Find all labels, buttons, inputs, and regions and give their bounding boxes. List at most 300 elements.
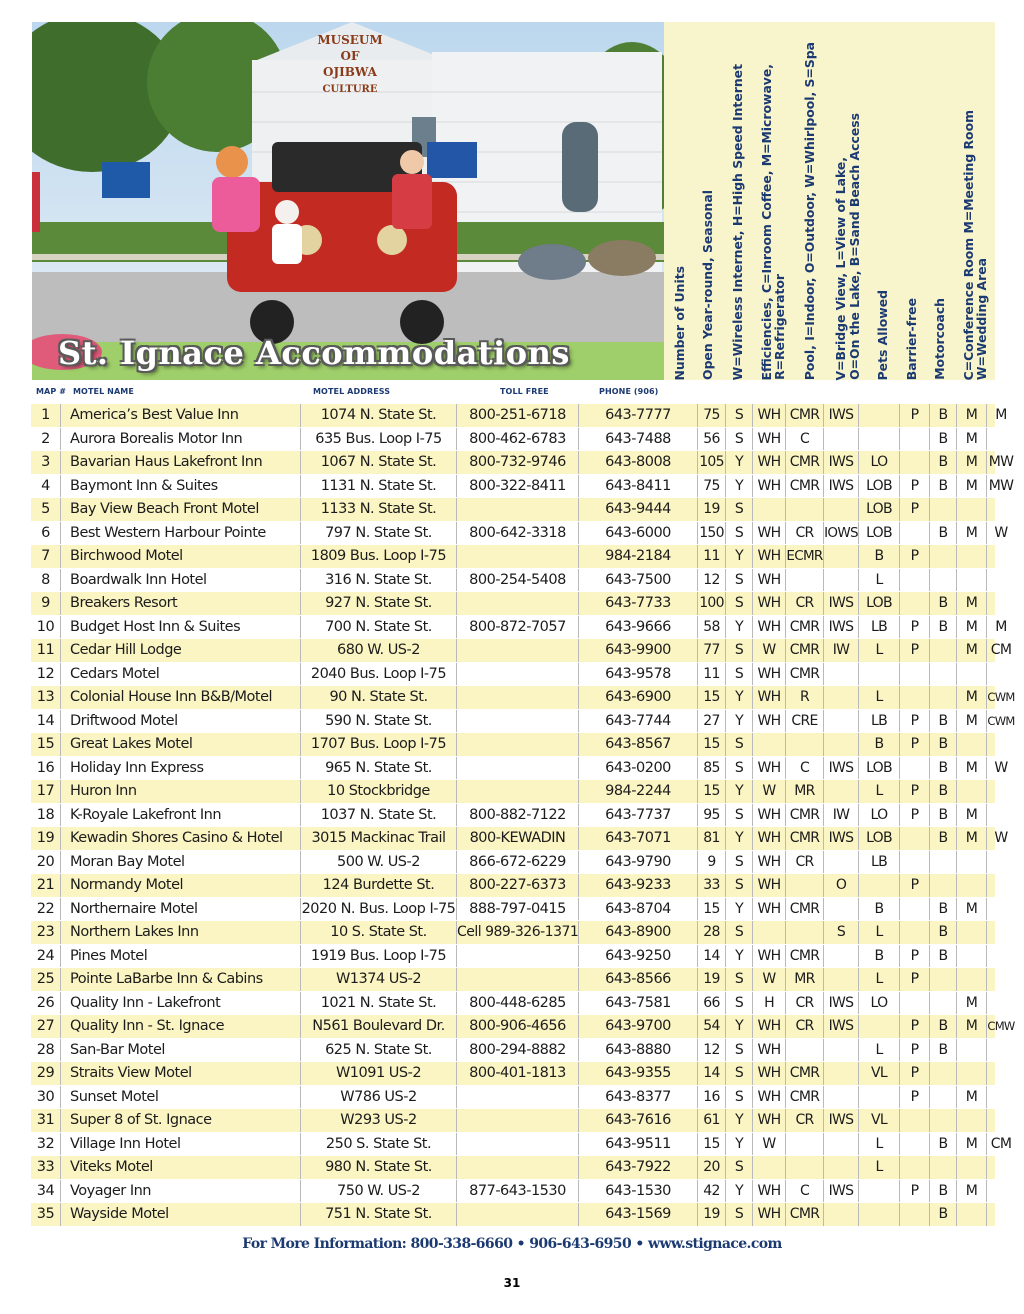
cell-view: L	[858, 569, 899, 592]
table-row	[31, 686, 1015, 710]
cell-motorcoach: M	[956, 1133, 986, 1156]
cell-motorcoach: M	[956, 522, 986, 545]
cell-map-number: 21	[36, 877, 55, 893]
cell-toll-free: 800-732-9746	[456, 451, 578, 474]
cell-barrier-free: B	[929, 1039, 956, 1062]
svg-text:OJIBWA: OJIBWA	[323, 65, 377, 79]
cell-room-amenities: CMR	[785, 639, 823, 662]
table-row	[31, 592, 995, 616]
cell-season: Y	[725, 1180, 752, 1203]
table-row	[31, 1203, 995, 1227]
cell-motel-address: 590 N. State St.	[300, 710, 456, 733]
cell-motorcoach	[956, 921, 986, 944]
cell-phone: 643-9444	[578, 498, 697, 521]
cell-phone: 984-2244	[578, 780, 697, 803]
cell-map-number: 1	[41, 407, 50, 423]
cell-phone: 643-7922	[578, 1156, 697, 1179]
cell-units: 20	[697, 1156, 725, 1179]
cell-map-number: 29	[36, 1065, 55, 1081]
cell-units: 77	[697, 639, 725, 662]
cell-motel-name: Moran Bay Motel	[60, 851, 300, 874]
cell-toll-free: 800-227-6373	[456, 874, 578, 897]
cell-pool	[823, 1086, 858, 1109]
cell-internet: WH	[752, 451, 785, 474]
cell-internet	[752, 733, 785, 756]
cell-pets: P	[899, 968, 929, 991]
cell-motel-name: Birchwood Motel	[60, 545, 300, 568]
cell-motel-address: W1091 US-2	[300, 1062, 456, 1085]
svg-text:OF: OF	[340, 49, 360, 63]
cell-motorcoach: M	[956, 992, 986, 1015]
cell-phone: 643-7071	[578, 827, 697, 850]
table-row	[31, 616, 1007, 640]
cell-meeting-rooms	[986, 780, 1015, 803]
cell-map-number: 8	[41, 571, 50, 588]
table-row	[31, 921, 995, 945]
cell-internet: WH	[752, 569, 785, 592]
cell-map-number: 7	[41, 548, 50, 564]
cell-room-amenities	[785, 1039, 823, 1062]
cell-toll-free: 866-672-6229	[456, 851, 578, 874]
cell-pets: P	[899, 874, 929, 897]
header-motorcoach: Motorcoach	[932, 298, 948, 380]
table-row	[31, 639, 1012, 663]
cell-phone: 643-8704	[578, 898, 697, 921]
cell-toll-free	[456, 780, 578, 803]
cell-map-number: 33	[36, 1159, 55, 1175]
cell-pets: P	[899, 498, 929, 521]
cell-internet: WH	[752, 592, 785, 615]
cell-phone: 643-7581	[578, 992, 697, 1015]
table-row	[31, 1086, 995, 1110]
cell-meeting-rooms	[986, 1109, 1015, 1132]
cell-units: 58	[697, 616, 725, 639]
cell-motel-name: Northern Lakes Inn	[60, 921, 300, 944]
header-map-number: MAP #	[36, 387, 67, 396]
cell-toll-free: 800-882-7122	[456, 804, 578, 827]
cell-pool	[823, 898, 858, 921]
cell-internet: WH	[752, 1109, 785, 1132]
cell-motel-address: 965 N. State St.	[300, 757, 456, 780]
cell-motel-address: 2040 Bus. Loop I-75	[300, 663, 456, 686]
cell-map-number: 9	[41, 595, 50, 611]
cell-pool	[823, 710, 858, 733]
cell-barrier-free: B	[929, 921, 956, 944]
cell-motorcoach: M	[956, 616, 986, 639]
cell-units: 56	[697, 428, 725, 451]
cell-phone: 643-7737	[578, 804, 697, 827]
cell-room-amenities: CMR	[785, 404, 823, 427]
cell-units: 105	[697, 451, 725, 474]
cell-season: Y	[725, 827, 752, 850]
cell-motel-name: Pines Motel	[60, 945, 300, 968]
cell-pets: P	[899, 404, 929, 427]
cell-season: Y	[725, 780, 752, 803]
cell-view	[858, 1086, 899, 1109]
cell-pets: P	[899, 710, 929, 733]
cell-units: 75	[697, 404, 725, 427]
cell-motel-name: Bay View Beach Front Motel	[60, 498, 300, 521]
cell-meeting-rooms	[986, 1086, 1015, 1109]
cell-motel-name: Boardwalk Inn Hotel	[60, 569, 300, 592]
cell-units: 85	[697, 757, 725, 780]
cell-pets: P	[899, 475, 929, 498]
cell-view: L	[858, 968, 899, 991]
cell-toll-free: 800-322-8411	[456, 475, 578, 498]
cell-map-number: 17	[36, 783, 55, 799]
cell-phone: 643-9578	[578, 663, 697, 686]
cell-motel-name: America’s Best Value Inn	[60, 404, 300, 427]
cell-motel-address: 250 S. State St.	[300, 1133, 456, 1156]
cell-view: LB	[858, 710, 899, 733]
cell-phone: 643-9233	[578, 874, 697, 897]
cell-view: LOB	[858, 592, 899, 615]
cell-meeting-rooms: CWM	[986, 686, 1015, 709]
cell-motel-name: Great Lakes Motel	[60, 733, 300, 756]
cell-meeting-rooms	[986, 1039, 1015, 1062]
cell-pool	[823, 1062, 858, 1085]
cell-map-number: 35	[36, 1206, 55, 1222]
cell-internet: W	[752, 639, 785, 662]
cell-pets	[899, 522, 929, 545]
cell-view	[858, 1203, 899, 1226]
cell-barrier-free	[929, 1156, 956, 1179]
cell-room-amenities: CMR	[785, 616, 823, 639]
cell-room-amenities: CR	[785, 1109, 823, 1132]
cell-season: S	[725, 1156, 752, 1179]
cell-pool	[823, 663, 858, 686]
cell-map-number: 10	[36, 618, 55, 635]
cell-motel-address: 500 W. US-2	[300, 851, 456, 874]
table-row	[31, 569, 995, 593]
cell-motel-address: 1919 Bus. Loop I-75	[300, 945, 456, 968]
cell-motel-name: Quality Inn - St. Ignace	[60, 1015, 300, 1038]
cell-season: S	[725, 498, 752, 521]
cell-season: S	[725, 428, 752, 451]
cell-barrier-free: B	[929, 1015, 956, 1038]
cell-view: B	[858, 945, 899, 968]
cell-pool	[823, 686, 858, 709]
cell-units: 19	[697, 968, 725, 991]
cell-season: S	[725, 733, 752, 756]
footer-contact-info: For More Information: 800-338-6660 • 906-643-6950 • www.stignace.com	[242, 1236, 782, 1252]
cell-view	[858, 663, 899, 686]
cell-pool: IWS	[823, 827, 858, 850]
cell-internet: WH	[752, 404, 785, 427]
cell-units: 42	[697, 1180, 725, 1203]
cell-units: 61	[697, 1109, 725, 1132]
cell-motorcoach	[956, 945, 986, 968]
cell-map-number: 26	[36, 994, 55, 1011]
cell-units: 15	[697, 686, 725, 709]
cell-motel-address: W786 US-2	[300, 1086, 456, 1109]
cell-barrier-free: B	[929, 710, 956, 733]
cell-toll-free	[456, 733, 578, 756]
cell-motel-address: 927 N. State St.	[300, 592, 456, 615]
cell-motel-name: Northernaire Motel	[60, 898, 300, 921]
cell-pool: IW	[823, 639, 858, 662]
cell-pets: P	[899, 945, 929, 968]
header-number-of-units: Number of Units	[672, 265, 688, 380]
cell-pool: S	[823, 921, 858, 944]
cell-motel-name: Best Western Harbour Pointe	[60, 522, 300, 545]
cell-toll-free: 877-643-1530	[456, 1180, 578, 1203]
cell-view	[858, 404, 899, 427]
cell-pets: P	[899, 545, 929, 568]
cell-internet: WH	[752, 522, 785, 545]
cell-internet: H	[752, 992, 785, 1015]
cell-motel-name: Super 8 of St. Ignace	[60, 1109, 300, 1132]
cell-map-number: 28	[36, 1041, 55, 1058]
cell-motel-name: Breakers Resort	[60, 592, 300, 615]
cell-pool: IWS	[823, 1109, 858, 1132]
cell-meeting-rooms: W	[986, 522, 1015, 545]
cell-phone: 643-8411	[578, 475, 697, 498]
cell-room-amenities: CMR	[785, 1062, 823, 1085]
table-row	[31, 780, 995, 804]
cell-motel-address: 750 W. US-2	[300, 1180, 456, 1203]
table-row	[31, 498, 995, 522]
cell-season: S	[725, 757, 752, 780]
cell-units: 75	[697, 475, 725, 498]
cell-map-number: 31	[36, 1112, 55, 1128]
cell-barrier-free	[929, 1062, 956, 1085]
cell-view: L	[858, 639, 899, 662]
cell-map-number: 16	[36, 759, 55, 776]
cell-toll-free	[456, 686, 578, 709]
cell-view: L	[858, 1039, 899, 1062]
cell-phone: 643-9355	[578, 1062, 697, 1085]
table-row	[31, 945, 995, 969]
cell-motel-address: 2020 N. Bus. Loop I-75	[300, 898, 456, 921]
cell-internet: WH	[752, 710, 785, 733]
cell-phone: 643-9250	[578, 945, 697, 968]
cell-motorcoach	[956, 663, 986, 686]
cell-pool	[823, 498, 858, 521]
cell-units: 81	[697, 827, 725, 850]
cell-view: B	[858, 733, 899, 756]
cell-barrier-free: B	[929, 1180, 956, 1203]
cell-motorcoach	[956, 545, 986, 568]
header-pets: Pets Allowed	[875, 289, 891, 380]
cell-pool	[823, 851, 858, 874]
cell-phone: 643-7500	[578, 569, 697, 592]
cell-pets	[899, 921, 929, 944]
table-row	[31, 1039, 995, 1063]
cell-motorcoach	[956, 780, 986, 803]
cell-pets	[899, 686, 929, 709]
cell-phone: 643-8567	[578, 733, 697, 756]
cell-toll-free	[456, 592, 578, 615]
cell-meeting-rooms: W	[986, 757, 1015, 780]
cell-units: 27	[697, 710, 725, 733]
cell-view: VL	[858, 1109, 899, 1132]
cell-meeting-rooms: MW	[986, 475, 1015, 498]
cell-motel-name: Sunset Motel	[60, 1086, 300, 1109]
cell-room-amenities: CMR	[785, 804, 823, 827]
cell-view	[858, 874, 899, 897]
cell-motel-address: 90 N. State St.	[300, 686, 456, 709]
cell-room-amenities: MR	[785, 968, 823, 991]
cell-season: Y	[725, 945, 752, 968]
cell-map-number: 24	[36, 947, 55, 964]
cell-barrier-free: B	[929, 898, 956, 921]
cell-pets: P	[899, 780, 929, 803]
cell-motel-address: 1067 N. State St.	[300, 451, 456, 474]
cell-motorcoach	[956, 968, 986, 991]
cell-internet: WH	[752, 616, 785, 639]
cell-pool	[823, 545, 858, 568]
cell-view	[858, 1015, 899, 1038]
cell-view: L	[858, 921, 899, 944]
cell-meeting-rooms: M	[986, 616, 1015, 639]
cell-motel-name: Cedars Motel	[60, 663, 300, 686]
cell-internet: WH	[752, 428, 785, 451]
cell-internet: WH	[752, 945, 785, 968]
cell-internet: WH	[752, 1180, 785, 1203]
header-open-season: Open Year-round, Seasonal	[699, 190, 715, 380]
cell-internet: WH	[752, 874, 785, 897]
table-row	[31, 1109, 995, 1133]
cell-motel-name: Aurora Borealis Motor Inn	[60, 428, 300, 451]
cell-motorcoach	[956, 1039, 986, 1062]
cell-meeting-rooms: CMW	[986, 1015, 1015, 1038]
cell-view: B	[858, 898, 899, 921]
cell-motorcoach: M	[956, 451, 986, 474]
cell-barrier-free	[929, 851, 956, 874]
cell-map-number: 18	[36, 806, 55, 823]
cell-motorcoach: M	[956, 757, 986, 780]
cell-view: LOB	[858, 498, 899, 521]
cell-motorcoach: M	[956, 898, 986, 921]
cell-barrier-free	[929, 498, 956, 521]
cell-room-amenities: CMR	[785, 1086, 823, 1109]
cell-meeting-rooms	[986, 898, 1015, 921]
cell-motel-address: W1374 US-2	[300, 968, 456, 991]
cell-room-amenities: C	[785, 1180, 823, 1203]
cell-pool: IOWS	[823, 522, 858, 545]
cell-toll-free	[456, 498, 578, 521]
cell-motorcoach: M	[956, 686, 986, 709]
cell-phone: 643-8900	[578, 921, 697, 944]
cell-season: S	[725, 992, 752, 1015]
cell-motorcoach: M	[956, 1180, 986, 1203]
cell-pool	[823, 780, 858, 803]
cell-pets	[899, 451, 929, 474]
cell-season: Y	[725, 616, 752, 639]
cell-map-number: 11	[36, 642, 55, 658]
cell-toll-free	[456, 1133, 578, 1156]
cell-motorcoach: M	[956, 1015, 986, 1038]
cell-phone: 643-8880	[578, 1039, 697, 1062]
cell-pool	[823, 945, 858, 968]
cell-phone: 643-7777	[578, 404, 697, 427]
cell-barrier-free	[929, 874, 956, 897]
cell-map-number: 13	[36, 689, 55, 705]
cell-motorcoach: M	[956, 428, 986, 451]
cell-phone: 643-9511	[578, 1133, 697, 1156]
table-row	[31, 1180, 995, 1204]
cell-season: Y	[725, 898, 752, 921]
cell-room-amenities: CMR	[785, 475, 823, 498]
cell-motel-name: Driftwood Motel	[60, 710, 300, 733]
cell-motel-address: 10 S. State St.	[300, 921, 456, 944]
table-row	[31, 1015, 1015, 1039]
cell-units: 19	[697, 1203, 725, 1226]
cell-pets: P	[899, 1039, 929, 1062]
cell-internet: WH	[752, 1203, 785, 1226]
cell-barrier-free: B	[929, 827, 956, 850]
cell-toll-free: 800-294-8882	[456, 1039, 578, 1062]
table-row	[31, 710, 1015, 734]
cell-view: LB	[858, 851, 899, 874]
table-row	[31, 968, 995, 992]
cell-room-amenities	[785, 569, 823, 592]
cell-pool: IWS	[823, 757, 858, 780]
table-row	[31, 1062, 995, 1086]
cell-phone: 643-7733	[578, 592, 697, 615]
cell-internet: W	[752, 780, 785, 803]
table-row	[31, 545, 995, 569]
cell-pool	[823, 428, 858, 451]
cell-meeting-rooms	[986, 874, 1015, 897]
cell-units: 54	[697, 1015, 725, 1038]
cell-toll-free	[456, 710, 578, 733]
header-barrier-free: Barrier-free	[903, 297, 919, 380]
cell-toll-free: 800-401-1813	[456, 1062, 578, 1085]
cell-pool: IWS	[823, 404, 858, 427]
cell-units: 15	[697, 733, 725, 756]
cell-pool: IWS	[823, 1015, 858, 1038]
cell-map-number: 5	[41, 501, 50, 517]
cell-motel-name: Quality Inn - Lakefront	[60, 992, 300, 1015]
cell-pets: P	[899, 733, 929, 756]
cell-barrier-free: B	[929, 592, 956, 615]
header-toll-free: TOLL FREE	[500, 387, 549, 396]
cell-phone: 643-6000	[578, 522, 697, 545]
cell-pool: O	[823, 874, 858, 897]
cell-pets: P	[899, 1180, 929, 1203]
cell-pets: P	[899, 639, 929, 662]
cell-season: S	[725, 639, 752, 662]
cell-internet: WH	[752, 804, 785, 827]
cell-room-amenities: CMR	[785, 451, 823, 474]
cell-room-amenities: ECMR	[785, 545, 823, 568]
cell-motel-name: Straits View Motel	[60, 1062, 300, 1085]
cell-barrier-free	[929, 639, 956, 662]
cell-internet: WH	[752, 475, 785, 498]
cell-map-number: 22	[36, 900, 55, 917]
cell-barrier-free: B	[929, 404, 956, 427]
cell-barrier-free: B	[929, 616, 956, 639]
header-phone: PHONE (906)	[599, 387, 659, 396]
cell-pets	[899, 1133, 929, 1156]
cell-view: LO	[858, 451, 899, 474]
cell-meeting-rooms	[986, 1203, 1015, 1226]
cell-units: 12	[697, 569, 725, 592]
cell-internet: WH	[752, 1062, 785, 1085]
cell-motel-address: 1131 N. State St.	[300, 475, 456, 498]
table-row	[31, 428, 995, 452]
cell-view: L	[858, 686, 899, 709]
cell-pool: IW	[823, 804, 858, 827]
cell-internet	[752, 498, 785, 521]
cell-motel-name: San-Bar Motel	[60, 1039, 300, 1062]
cell-units: 14	[697, 945, 725, 968]
cell-toll-free	[456, 639, 578, 662]
cell-season: S	[725, 804, 752, 827]
cell-motel-address: 124 Burdette St.	[300, 874, 456, 897]
